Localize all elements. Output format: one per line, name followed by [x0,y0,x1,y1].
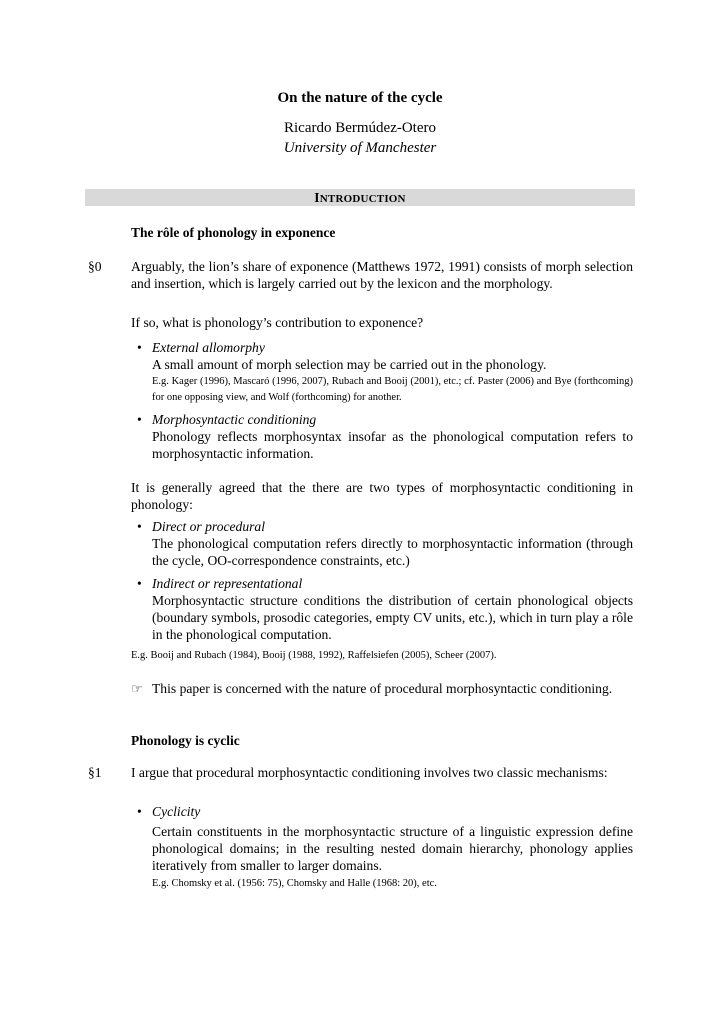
author-name: Ricardo Bermúdez-Otero [283,120,437,136]
section-heading-rest: NTRODUCTION [319,193,406,205]
paragraph-number-0: §0 [88,259,102,274]
bullet-heading-direct-procedural: Direct or procedural [152,519,266,534]
bullet-marker: • [137,340,142,355]
bullet-body-morphosyntactic-conditioning: Phonology reflects morphosyntax insofar as the phonological computation refers to morphosyntactic information. [152,429,633,461]
bullet-heading-cyclicity: Cyclicity [152,804,201,819]
bullet-body-direct-procedural: The phonological computation refers directly to morphosyntactic information (through the cycle, OO-correspondence constraints, etc.) [152,536,633,568]
pointer-paragraph: This paper is concerned with the nature of procedural morphosyntactic conditioning. [152,681,613,696]
section-heading-introduction [85,189,635,206]
paper-title: On the nature of the cycle [277,90,443,106]
paragraph-0-text: Arguably, the lion’s share of exponence (Matthews 1972, 1991) consists of morph selection and insertion, which is largely carried out by the lexicon and the morphology. [131,259,633,291]
paragraph-number-1: §1 [88,765,102,780]
paragraph-1-text: I argue that procedural morphosyntactic conditioning involves two classic mechanisms: [131,765,608,780]
bullet-heading-morphosyntactic-conditioning: Morphosyntactic conditioning [152,412,317,427]
pointing-hand-icon: ☞ [131,681,143,696]
bullet-heading-indirect-representational: Indirect or representational [152,576,303,591]
bullet-marker: • [137,412,142,427]
paragraph-0-question: If so, what is phonology’s contribution to exponence? [131,315,424,330]
subheading-phonology-is-cyclic: Phonology is cyclic [131,733,240,748]
author-affiliation: University of Manchester [283,140,437,156]
bullet-body-cyclicity: Certain constituents in the morphosyntactic structure of a linguistic expression define phonological domains; in the resulting nested domain hierarchy, phonology applies iteratively from smaller to larger domains. [152,824,633,873]
bullet-heading-external-allomorphy: External allomorphy [152,340,265,355]
types-reference-note: E.g. Booij and Rubach (1984), Booij (1988, 1992), Raffelsiefen (2005), Scheer (2007). [131,650,497,661]
bullet-note-external-allomorphy: E.g. Kager (1996), Mascaró (1996, 2007), Rubach and Booij (2001), etc.; cf. Paster (2006) and Bye (forthcoming) for one opposing view, and Wolf (forthcoming) for another. [152,376,633,403]
section-heading-initial: I [314,190,320,205]
bullet-note-cyclicity: E.g. Chomsky et al. (1956: 75), Chomsky and Halle (1968: 20), etc. [152,878,437,889]
subheading-role-of-phonology: The rôle of phonology in exponence [131,225,336,240]
bullet-body-external-allomorphy: A small amount of morph selection may be carried out in the phonology. [152,357,547,372]
bullet-marker: • [137,519,142,534]
bullet-marker: • [137,576,142,591]
paragraph-0-agreed: It is generally agreed that the there are two types of morphosyntactic conditioning in phonology: [131,480,633,512]
bullet-marker: • [137,804,142,819]
bullet-body-indirect-representational: Morphosyntactic structure conditions the distribution of certain phonological objects (boundary symbols, prosodic categories, empty CV units, etc.), which in turn play a rôle in the phonological computation. [152,593,633,642]
